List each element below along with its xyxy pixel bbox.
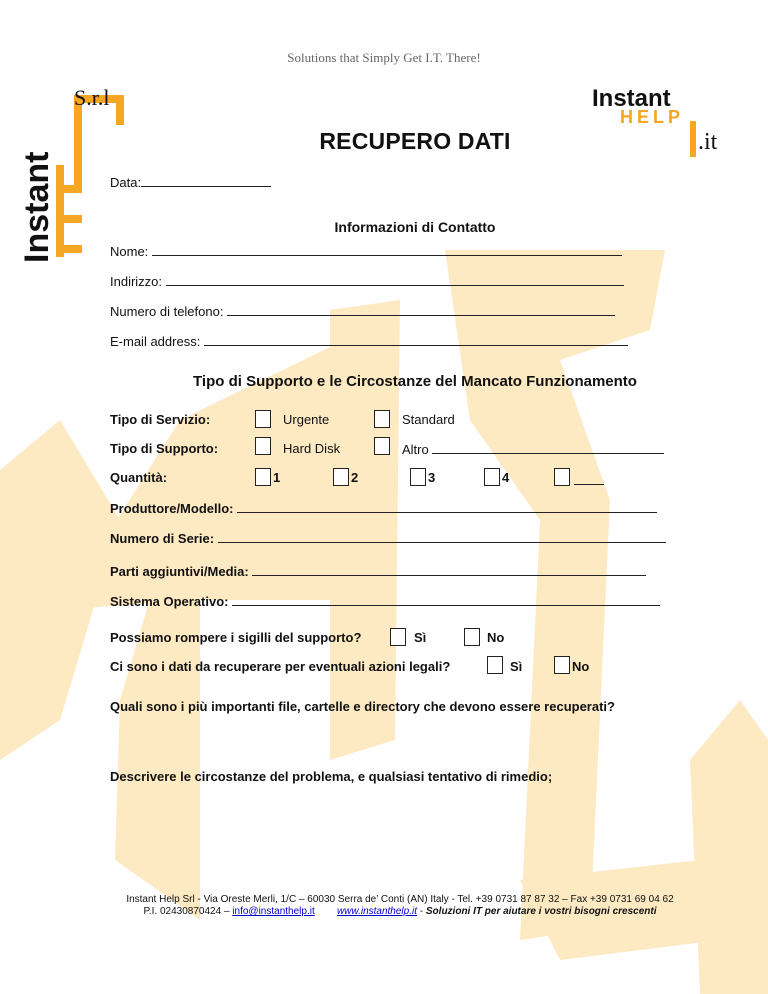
name-line[interactable] bbox=[152, 243, 622, 256]
footer-piva: P.I. 02430870424 – bbox=[143, 906, 230, 917]
phone-line[interactable] bbox=[227, 303, 615, 316]
page-title: RECUPERO DATI bbox=[319, 128, 511, 154]
describe-question: Descrivere le circostanze del problema, e qualsiasi tentativo di rimedio; bbox=[110, 769, 553, 784]
support-heading: Tipo di Supporto e le Circostanze del Mancato Funzionamento bbox=[193, 373, 637, 390]
manufacturer-field[interactable] bbox=[110, 500, 657, 516]
date-label: Data: bbox=[110, 175, 142, 190]
email-field[interactable] bbox=[110, 333, 628, 349]
files-answer-area[interactable] bbox=[110, 720, 650, 760]
qty-2-checkbox[interactable] bbox=[333, 468, 349, 486]
date-line[interactable] bbox=[141, 174, 271, 187]
parts-field[interactable] bbox=[110, 563, 646, 579]
phone-label: Numero di telefono: bbox=[110, 304, 224, 319]
legal-question: Ci sono i dati da recuperare per eventuali azioni legali? bbox=[110, 659, 451, 674]
urgent-label: Urgente bbox=[283, 412, 330, 427]
qty-2-label: 2 bbox=[351, 470, 359, 485]
manufacturer-label: Produttore/Modello: bbox=[110, 501, 234, 516]
qty-other-line[interactable] bbox=[574, 484, 604, 485]
date-field[interactable] bbox=[110, 174, 271, 190]
logo-left-suffix: S.r.l bbox=[74, 85, 110, 110]
footer-slogan: Soluzioni IT per aiutare i vostri bisogni crescenti bbox=[425, 906, 657, 917]
quantity-label: Quantità: bbox=[110, 470, 168, 485]
qty-3-checkbox[interactable] bbox=[410, 468, 426, 486]
phone-field[interactable] bbox=[110, 303, 615, 319]
seals-no-label: No bbox=[487, 630, 505, 645]
name-field[interactable] bbox=[110, 243, 622, 259]
legal-no-checkbox[interactable] bbox=[554, 656, 570, 674]
qty-4-label: 4 bbox=[502, 470, 510, 485]
manufacturer-line[interactable] bbox=[237, 500, 657, 513]
logo-right-word2: HELP bbox=[620, 107, 685, 127]
support-type-label: Tipo di Supporto: bbox=[110, 441, 219, 456]
hard-disk-label: Hard Disk bbox=[283, 441, 341, 456]
other-line[interactable] bbox=[432, 441, 664, 454]
address-field[interactable] bbox=[110, 273, 624, 289]
email-line[interactable] bbox=[204, 333, 628, 346]
serial-field[interactable] bbox=[110, 530, 666, 546]
other-checkbox[interactable] bbox=[374, 437, 390, 455]
footer-line2: P.I. 02430870424 – info@instanthelp.it www.instanthelp.it - Soluzioni IT per aiutare i vostri bisogni crescenti bbox=[143, 906, 657, 917]
seals-no-checkbox[interactable] bbox=[464, 628, 480, 646]
describe-answer-area[interactable] bbox=[110, 790, 650, 880]
other-field[interactable] bbox=[402, 441, 664, 457]
os-line[interactable] bbox=[232, 593, 660, 606]
seals-question: Possiamo rompere i sigilli del supporto? bbox=[110, 630, 362, 645]
standard-label: Standard bbox=[402, 412, 455, 427]
qty-3-label: 3 bbox=[428, 470, 436, 485]
qty-1-checkbox[interactable] bbox=[255, 468, 271, 486]
os-field[interactable] bbox=[110, 593, 660, 609]
name-label: Nome: bbox=[110, 244, 149, 259]
serial-line[interactable] bbox=[218, 530, 666, 543]
os-label: Sistema Operativo: bbox=[110, 594, 229, 609]
other-label: Altro bbox=[402, 442, 429, 457]
logo-right-word1: Instant bbox=[592, 85, 671, 112]
hard-disk-checkbox[interactable] bbox=[255, 437, 271, 455]
standard-checkbox[interactable] bbox=[374, 410, 390, 428]
files-question: Quali sono i più importanti file, cartelle e directory che devono essere recuperati? bbox=[110, 699, 615, 714]
qty-4-checkbox[interactable] bbox=[484, 468, 500, 486]
qty-other-checkbox[interactable] bbox=[554, 468, 570, 486]
service-label: Tipo di Servizio: bbox=[110, 412, 211, 427]
seals-yes-checkbox[interactable] bbox=[390, 628, 406, 646]
logo-right-suffix: .it bbox=[698, 129, 718, 155]
legal-yes-checkbox[interactable] bbox=[487, 656, 503, 674]
address-label: Indirizzo: bbox=[110, 274, 163, 289]
tagline: Solutions that Simply Get I.T. There! bbox=[287, 50, 481, 65]
address-line[interactable] bbox=[166, 273, 624, 286]
parts-line[interactable] bbox=[252, 563, 646, 576]
qty-1-label: 1 bbox=[273, 470, 281, 485]
legal-yes-label: Sì bbox=[510, 659, 523, 674]
seals-yes-label: Sì bbox=[414, 630, 427, 645]
svg-text:Instant: Instant bbox=[20, 151, 56, 263]
footer-email-link[interactable]: info@instanthelp.it bbox=[232, 906, 315, 917]
footer-website-link[interactable]: www.instanthelp.it bbox=[336, 906, 417, 917]
legal-no-label: No bbox=[572, 659, 590, 674]
footer-address: Instant Help Srl - Via Oreste Merli, 1/C – 60030 Serra de’ Conti (AN) Italy - Tel. +39 0731 87 87 32 – Fax +39 0731 69 04 62 bbox=[126, 894, 674, 905]
contact-heading: Informazioni di Contatto bbox=[334, 219, 496, 235]
parts-label: Parti aggiuntivi/Media: bbox=[110, 564, 249, 579]
email-label: E-mail address: bbox=[110, 334, 201, 349]
urgent-checkbox[interactable] bbox=[255, 410, 271, 428]
serial-label: Numero di Serie: bbox=[110, 531, 215, 546]
